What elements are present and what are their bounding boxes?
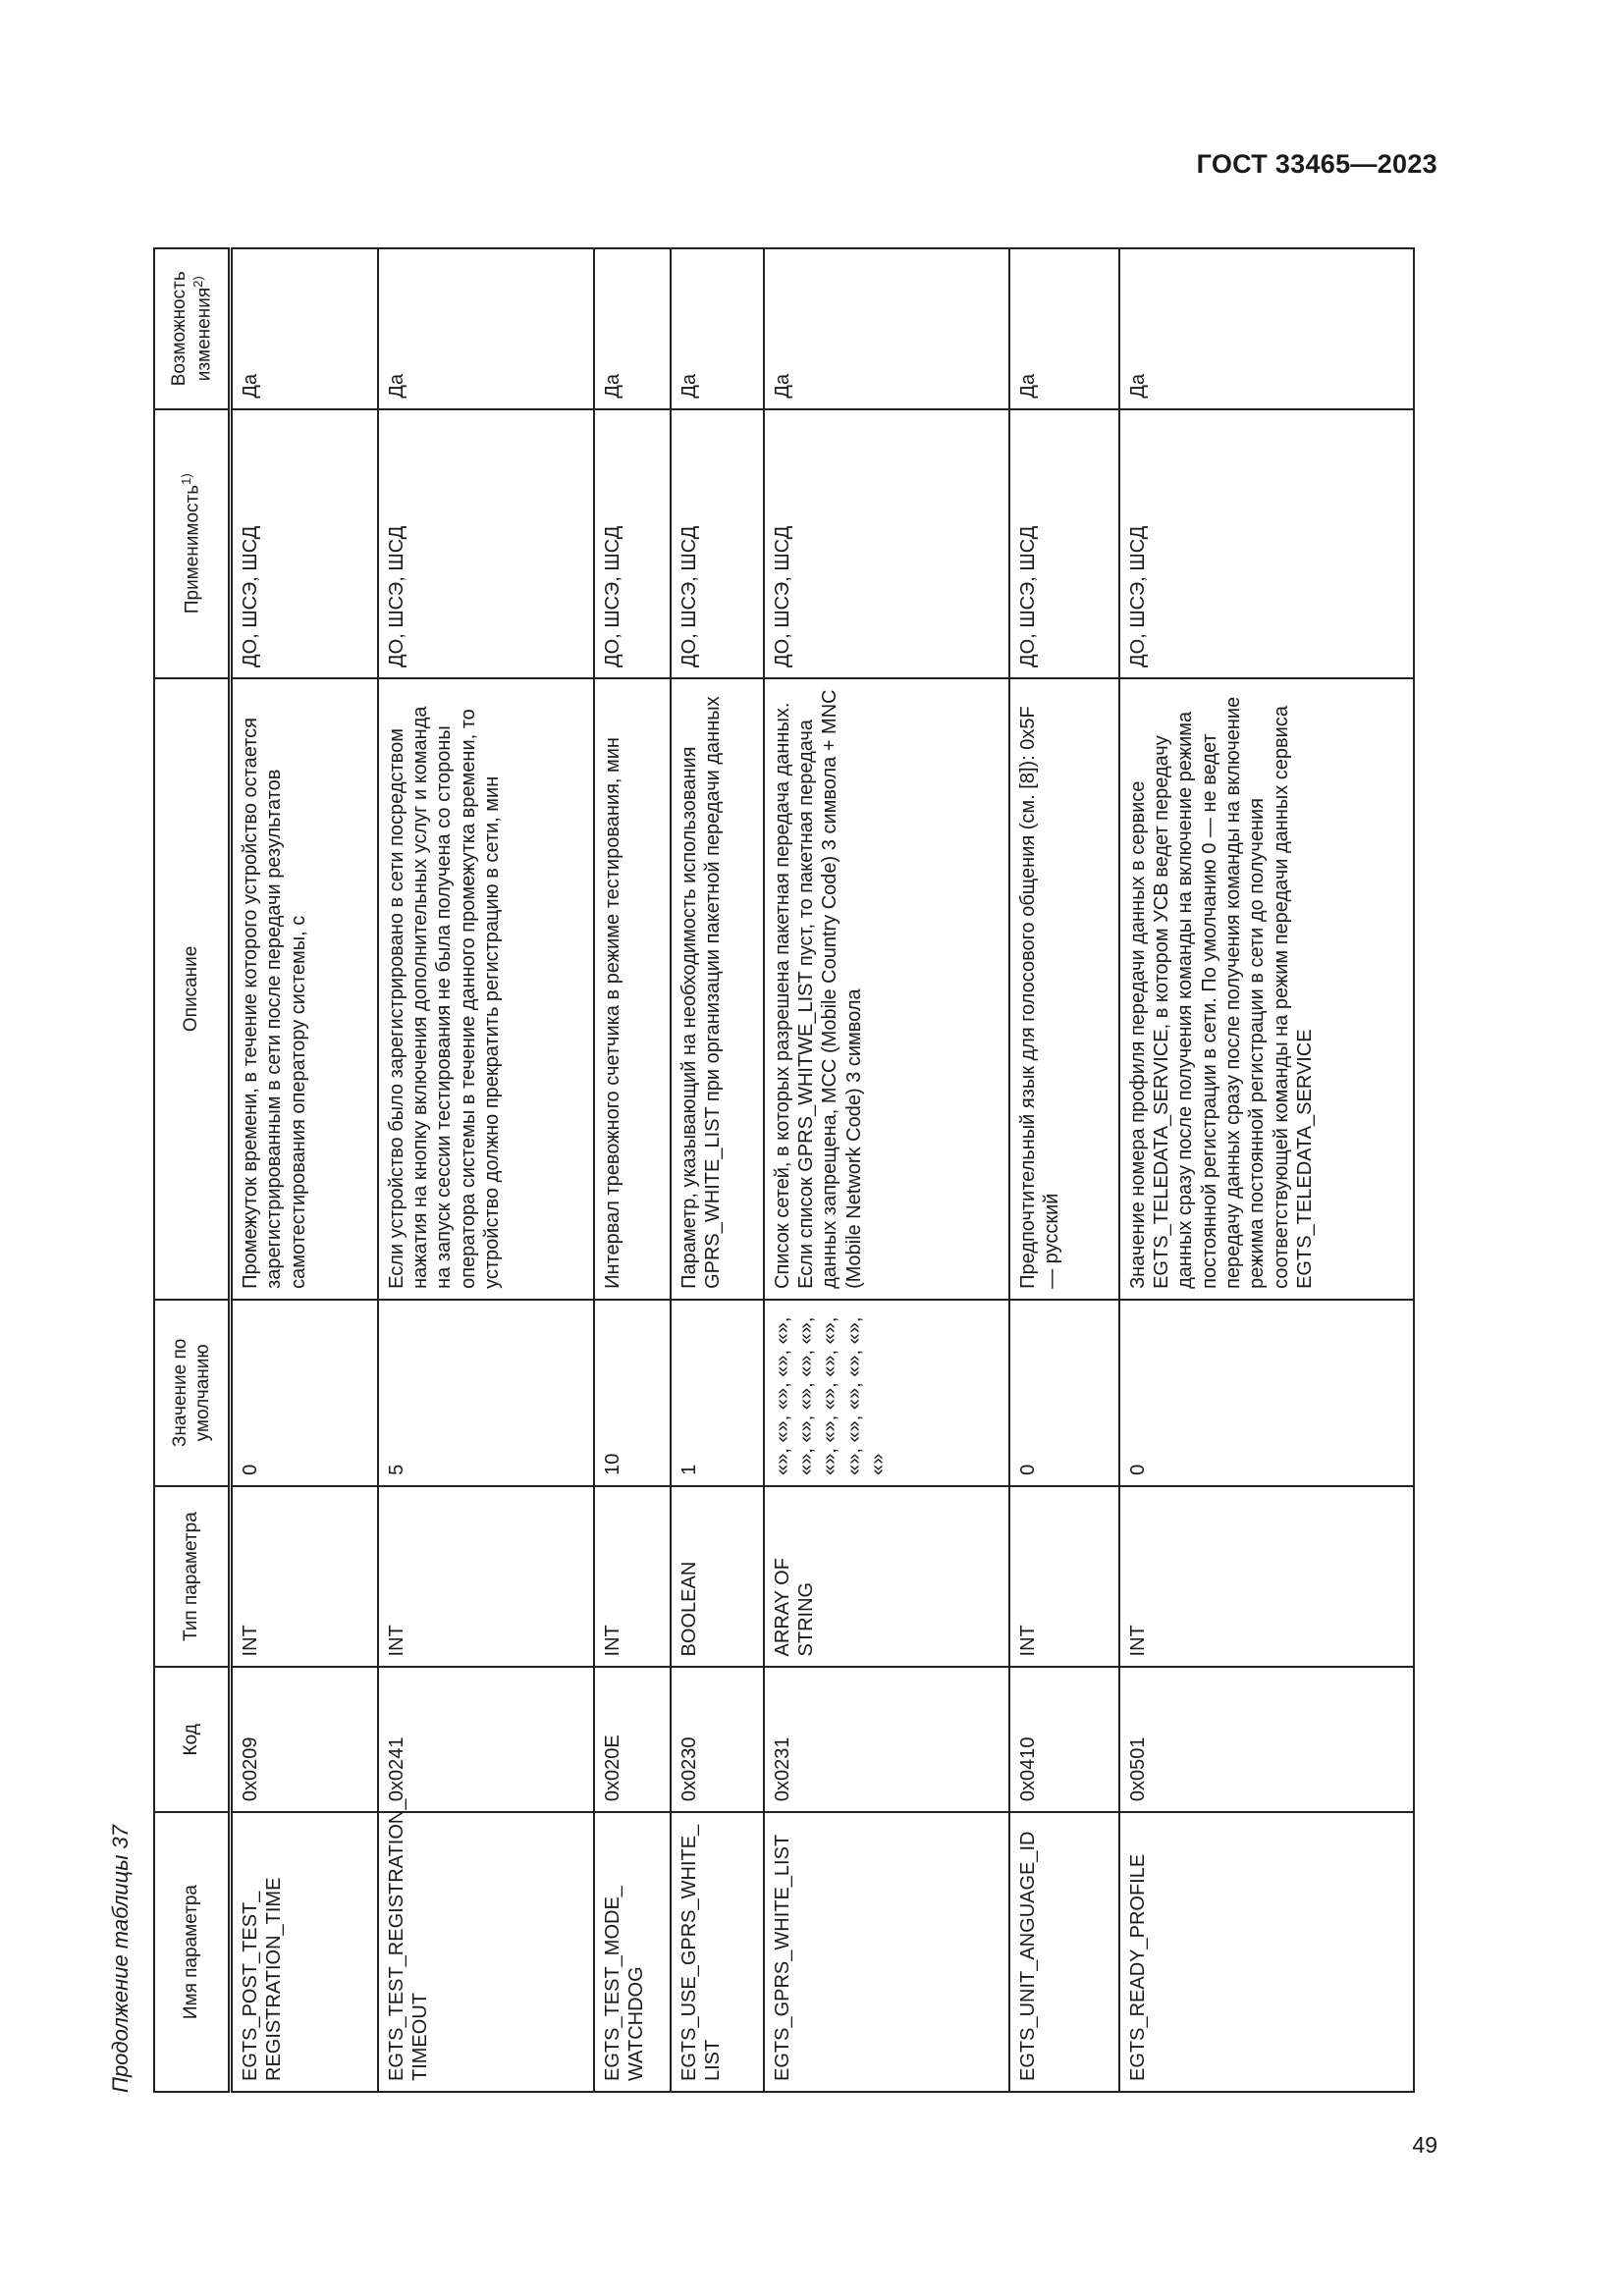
cell-description: Список сетей, в которых разрешена пакетная передача данных. Если список GPRS_WHITWE_LIST пуст, то пакетная передача данных запрещена, MCC (Mobile Country Code) 3 символа + MNC (Mobile Network Code) 3 символа	[764, 678, 1009, 1300]
cell-applicability: ДО, ШСЭ, ШСД	[764, 409, 1009, 678]
header-default-value: Значение по умолчанию	[154, 1300, 231, 1486]
cell-applicability: ДО, ШСЭ, ШСД	[1009, 409, 1119, 678]
cell-code: 0x020E	[594, 1667, 671, 1812]
cell-applicability: ДО, ШСЭ, ШСД	[378, 409, 594, 678]
table-continuation-caption: Продолжение таблицы 37	[108, 1825, 133, 2093]
cell-default-value: 0	[1119, 1300, 1414, 1486]
table-header-row	[154, 248, 231, 2092]
table-row	[594, 248, 671, 2092]
footnote-mark: 1)	[179, 473, 194, 485]
table-row	[764, 248, 1009, 2092]
table-row	[1009, 248, 1119, 2092]
table-row	[671, 248, 764, 2092]
cell-applicability: ДО, ШСЭ, ШСД	[671, 409, 764, 678]
header-applicability: Применимость$^{1)}$	[154, 409, 231, 678]
cell-default-value: 10	[594, 1300, 671, 1486]
cell-code: 0x0230	[671, 1667, 764, 1812]
cell-param-name: EGTS_GPRS_WHITE_LIST	[764, 1812, 1009, 2092]
cell-description: Параметр, указывающий на необходимость использования GPRS_WHITE_LIST при организации пакетной передачи данных	[671, 678, 764, 1300]
cell-changeable: Да	[671, 248, 764, 409]
cell-description: Интервал тревожного счетчика в режиме тестирования, мин	[594, 678, 671, 1300]
cell-param-type: INT	[378, 1486, 594, 1668]
cell-description: Предпочтительный язык для голосового общения (см. [8]): 0x5F — русский	[1009, 678, 1119, 1300]
table-row	[231, 248, 378, 2092]
cell-param-type: INT	[1119, 1486, 1414, 1668]
parameters-table	[153, 247, 1415, 2093]
cell-default-value: 1	[671, 1300, 764, 1486]
cell-default-value: 0	[1009, 1300, 1119, 1486]
cell-description: Промежуток времени, в течение которого устройство остается зарегистрированным в сети после передачи результатов самотестирования оператору системы, с	[231, 678, 378, 1300]
header-changeability: Возможность изменения$^{2)}$	[154, 248, 231, 409]
cell-changeable: Да	[378, 248, 594, 409]
cell-param-type: INT	[1009, 1486, 1119, 1668]
cell-default-value: «», «», «», «», «», «», «», «», «», «», «», «», «», «», «», «», «», «», «», «», «»	[764, 1300, 1009, 1486]
cell-param-type: BOOLEAN	[671, 1486, 764, 1668]
cell-param-name: EGTS_TEST_REGISTRATION_ TIMEOUT	[378, 1812, 594, 2092]
page-number: 49	[1412, 2132, 1437, 2158]
cell-param-type: INT	[231, 1486, 378, 1668]
standard-designation: ГОСТ 33465—2023	[1196, 149, 1437, 179]
cell-param-name: EGTS_READY_PROFILE	[1119, 1812, 1414, 2092]
cell-description: Значение номера профиля передачи данных в сервисе EGTS_TELEDATA_SERVICE, в котором УСВ ведет передачу данных сразу после получения команды на включение режима постоянной регистрации в сети. По умолчанию 0 — не ведет передачу данных сразу после получения команды на включение режима постоянной регистрации в сети до получения соответствующей команды на режим передачи данных сервиса EGTS_TELEDATA_SERVICE	[1119, 678, 1414, 1300]
cell-changeable: Да	[764, 248, 1009, 409]
cell-code: 0x0209	[231, 1667, 378, 1812]
cell-default-value: 0	[231, 1300, 378, 1486]
cell-applicability: ДО, ШСЭ, ШСД	[594, 409, 671, 678]
cell-code: 0x0241	[378, 1667, 594, 1812]
cell-code: 0x0501	[1119, 1667, 1414, 1812]
cell-param-name: EGTS_POST_TEST_ REGISTRATION_TIME	[231, 1812, 378, 2092]
header-description: Описание	[154, 678, 231, 1300]
cell-changeable: Да	[594, 248, 671, 409]
table-row	[1119, 248, 1414, 2092]
cell-param-type: INT	[594, 1486, 671, 1668]
cell-applicability: ДО, ШСЭ, ШСД	[1119, 409, 1414, 678]
header-param-name: Имя параметра	[154, 1812, 231, 2092]
header-code: Код	[154, 1667, 231, 1812]
cell-default-value: 5	[378, 1300, 594, 1486]
table-row	[378, 248, 594, 2092]
cell-changeable: Да	[1119, 248, 1414, 409]
header-param-type: Тип параметра	[154, 1486, 231, 1668]
cell-param-name: EGTS_TEST_MODE_ WATCHDOG	[594, 1812, 671, 2092]
footnote-mark: 2)	[189, 276, 205, 288]
cell-param-type: ARRAY OF STRING	[764, 1486, 1009, 1668]
cell-code: 0x0410	[1009, 1667, 1119, 1812]
cell-param-name: EGTS_USE_GPRS_WHITE_ LIST	[671, 1812, 764, 2092]
cell-param-name: EGTS_UNIT_ANGUAGE_ID	[1009, 1812, 1119, 2092]
cell-changeable: Да	[231, 248, 378, 409]
cell-applicability: ДО, ШСЭ, ШСД	[231, 409, 378, 678]
cell-changeable: Да	[1009, 248, 1119, 409]
rotated-content	[108, 247, 1424, 2093]
cell-description: Если устройство было зарегистрировано в сети посредством нажатия на кнопку включения дополнительных услуг и команда на запуск сессии тестирования не была получена со стороны оператора системы в течение данного промежутка времени, то устройство должно прекратить регистрацию в сети, мин	[378, 678, 594, 1300]
cell-code: 0x0231	[764, 1667, 1009, 1812]
